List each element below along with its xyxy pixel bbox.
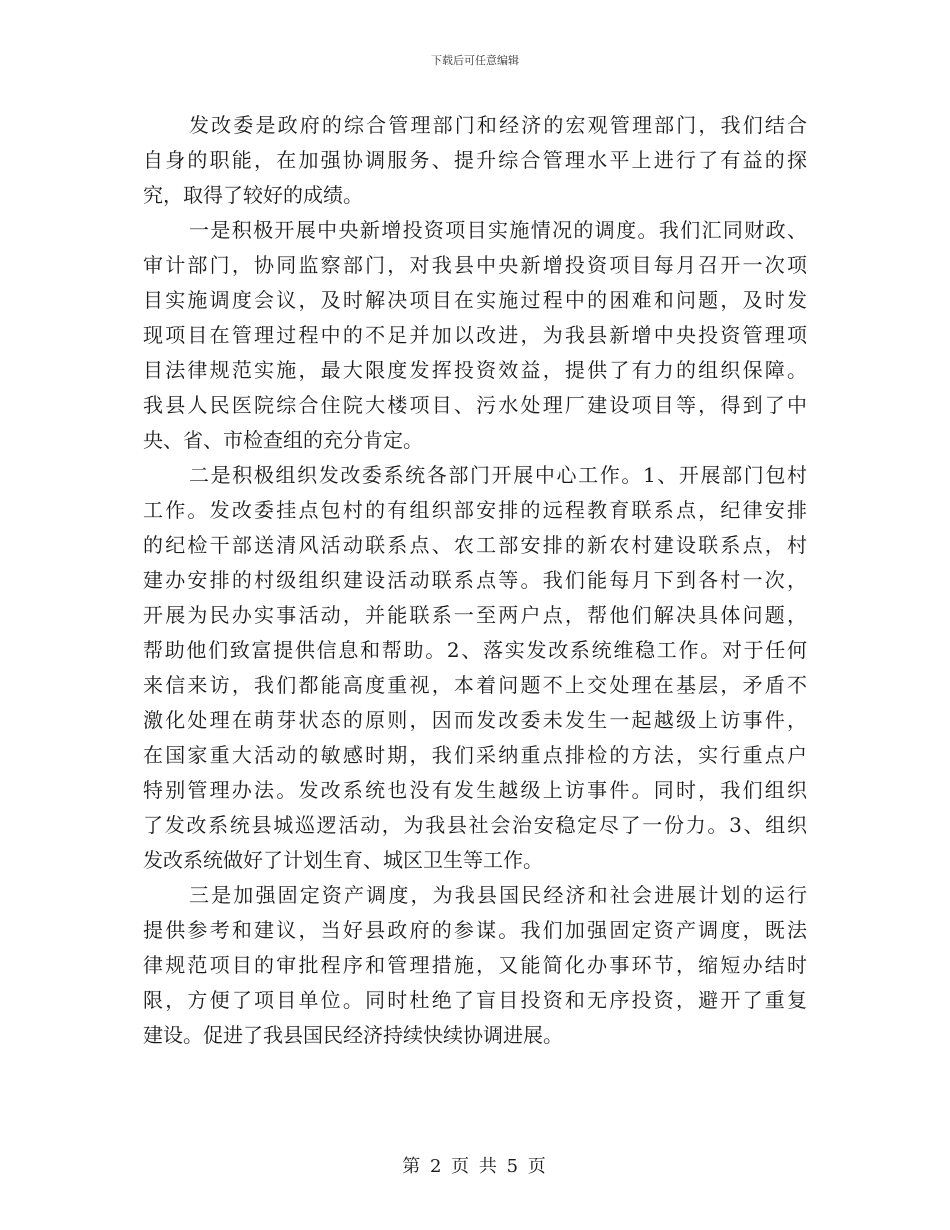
paragraph-2-line: 审计部门，协同监察部门，对我县中央新增投资项目每月召开一次项	[143, 253, 807, 277]
paragraph-2-line: 一是积极开展中央新增投资项目实施情况的调度。我们汇同财政、	[189, 218, 807, 242]
paragraph-2-line: 我县人民医院综合住院大楼项目、污水处理厂建设项目等，得到了中	[143, 393, 807, 417]
paragraph-1-line: 自身的职能，在加强协调服务、提升综合管理水平上进行了有益的探	[143, 148, 807, 172]
paragraph-3-line: 发改系统做好了计划生育、城区卫生等工作。	[143, 848, 543, 872]
paragraph-3-line: 建办安排的村级组织建设活动联系点等。我们能每月下到各村一次，	[143, 568, 807, 592]
paragraph-4-line: 限，方便了项目单位。同时杜绝了盲目投资和无序投资，避开了重复	[143, 988, 807, 1012]
paragraph-3-line: 开展为民办实事活动，并能联系一至两户点，帮他们解决具体问题，	[143, 603, 807, 627]
paragraph-3-line: 特别管理办法。发改系统也没有发生越级上访事件。同时，我们组织	[143, 778, 807, 802]
paragraph-1-line: 发改委是政府的综合管理部门和经济的宏观管理部门，我们结合	[189, 113, 807, 137]
page-header: 下载后可任意编辑	[431, 54, 519, 67]
paragraph-2-line: 央、省、市检查组的充分肯定。	[143, 428, 423, 452]
document-body	[143, 108, 807, 1053]
paragraph-3-line: 帮助他们致富提供信息和帮助。2、落实发改系统维稳工作。对于任何	[143, 638, 807, 662]
paragraph-2-line: 现项目在管理过程中的不足并加以改进，为我县新增中央投资管理项	[143, 323, 807, 347]
paragraph-3-line: 激化处理在萌芽状态的原则，因而发改委未发生一起越级上访事件，	[143, 708, 807, 732]
paragraph-1-line: 究，取得了较好的成绩。	[143, 183, 363, 207]
paragraph-3-line: 的纪检干部送清风活动联系点、农工部安排的新农村建设联系点，村	[143, 533, 807, 557]
paragraph-3-line: 在国家重大活动的敏感时期，我们采纳重点排检的方法，实行重点户	[143, 743, 807, 767]
paragraph-2-line: 目法律规范实施，最大限度发挥投资效益，提供了有力的组织保障。	[143, 358, 807, 382]
paragraph-4-line: 建设。促进了我县国民经济持续快续协调进展。	[143, 1023, 563, 1047]
paragraph-3-line: 二是积极组织发改委系统各部门开展中心工作。1、开展部门包村	[189, 463, 807, 487]
paragraph-4-line: 提供参考和建议，当好县政府的参谋。我们加强固定资产调度，既法	[143, 918, 807, 942]
paragraph-3-line: 了发改系统县城巡逻活动，为我县社会治安稳定尽了一份力。3、组织	[143, 813, 807, 837]
paragraph-4-line: 三是加强固定资产调度，为我县国民经济和社会进展计划的运行	[189, 883, 807, 907]
page-number-footer: 第 2 页 共 5 页	[402, 1156, 548, 1177]
paragraph-3-line: 工作。发改委挂点包村的有组织部安排的远程教育联系点，纪律安排	[143, 498, 807, 522]
paragraph-4-line: 律规范项目的审批程序和管理措施，又能简化办事环节，缩短办结时	[143, 953, 807, 977]
paragraph-2-line: 目实施调度会议，及时解决项目在实施过程中的困难和问题，及时发	[143, 288, 807, 312]
paragraph-3-line: 来信来访，我们都能高度重视，本着问题不上交处理在基层，矛盾不	[143, 673, 807, 697]
